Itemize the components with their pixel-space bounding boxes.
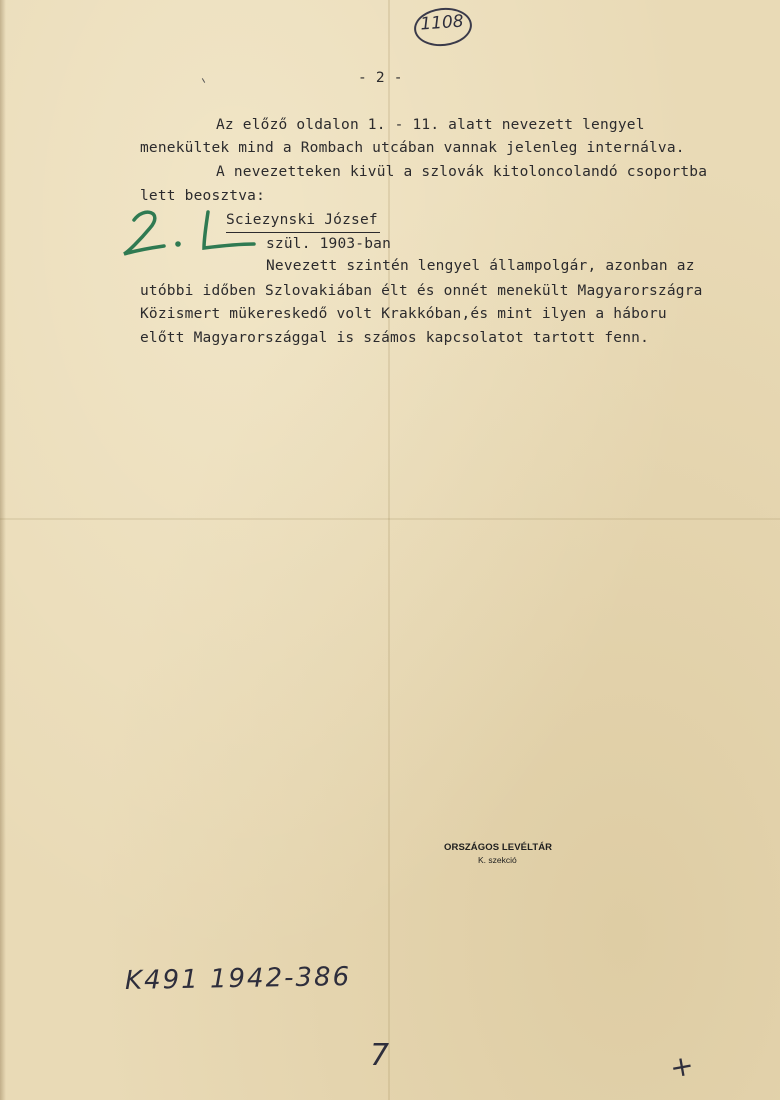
text-line-1: Az előző oldalon 1. - 11. alatt nevezett lengyel <box>216 117 645 133</box>
archive-stamp-title: ORSZÁGOS LEVÉLTÁR <box>444 842 553 853</box>
handwritten-corner-mark: + <box>667 1048 697 1085</box>
folio-number: 1108 <box>419 11 465 35</box>
paragraph-line-3: Közismert mükereskedő volt Krakkóban,és mint ilyen a háboru <box>140 306 667 322</box>
page-edge-shadow <box>0 0 6 1100</box>
text-line-2: menekültek mind a Rombach utcában vannak jelenleg internálva. <box>140 140 685 156</box>
horizontal-fold-line <box>0 518 780 520</box>
person-name: Sciezynski József <box>226 212 378 228</box>
text-line-4: lett beosztva: <box>140 188 266 204</box>
page-marker: - 2 - <box>358 70 403 86</box>
paragraph-line-1: Nevezett szintén lengyel állampolgár, azonban az <box>266 258 695 274</box>
archive-stamp-subtitle: K. szekció <box>478 855 517 865</box>
paragraph-line-2: utóbbi időben Szlovakiában élt és onnét menekült Magyarországra <box>140 283 703 299</box>
person-birth: szül. 1903-ban <box>266 236 392 252</box>
paragraph-line-4: előtt Magyarországgal is számos kapcsolatot tartott fenn. <box>140 330 649 346</box>
handwritten-reference: K491 1942-386 <box>124 962 352 996</box>
name-underline <box>226 232 380 233</box>
handwritten-page-number: 7 <box>370 1038 390 1073</box>
ink-tick <box>202 78 205 83</box>
text-line-3: A nevezetteken kivül a szlovák kitoloncolandó csoportba <box>216 164 708 180</box>
